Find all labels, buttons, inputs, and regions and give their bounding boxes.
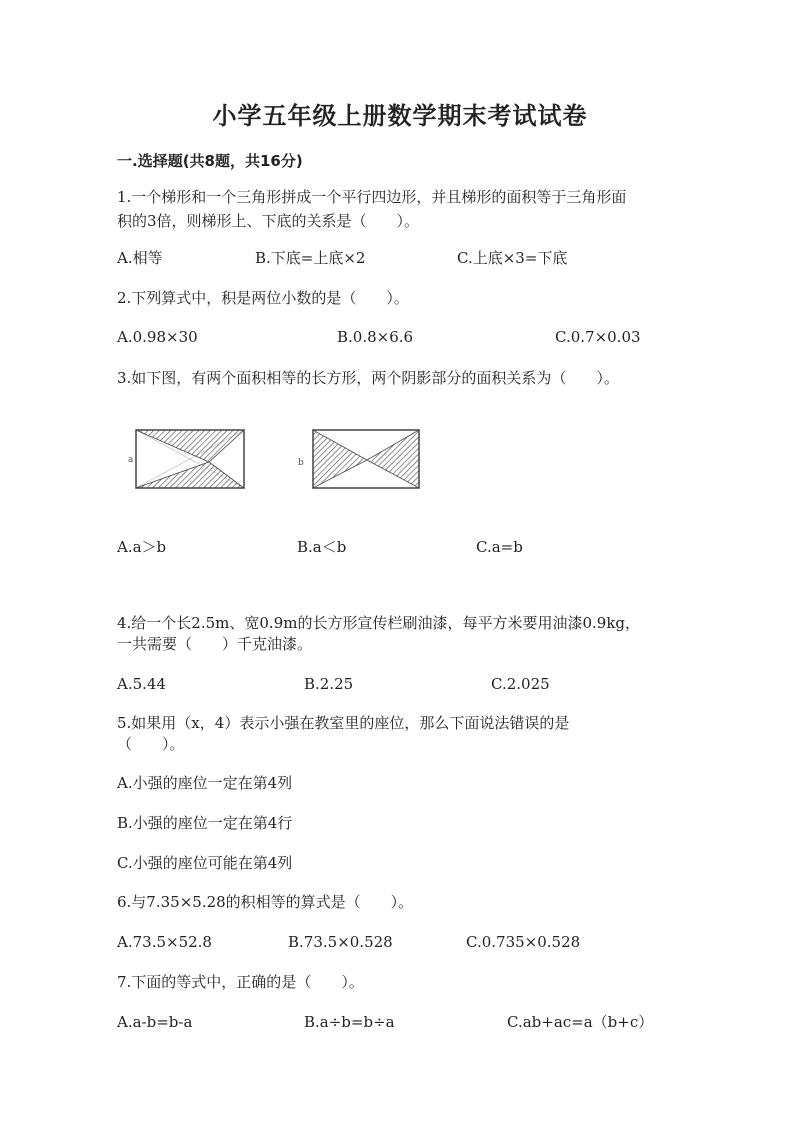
question-1-line-1: 1.一个梯形和一个三角形拼成一个平行四边形，并且梯形的面积等于三角形面 [117, 188, 627, 206]
question-5-option-b[interactable]: B.小强的座位一定在第4行 [117, 814, 293, 832]
question-5-option-c[interactable]: C.小强的座位可能在第4列 [117, 854, 293, 872]
question-7-option-b[interactable]: B.a÷b=b÷a [304, 1013, 395, 1031]
question-1-line-2: 积的3倍，则梯形上、下底的关系是（ ）。 [117, 212, 420, 230]
question-6-line-1: 6.与7.35×5.28的积相等的算式是（ ）。 [117, 893, 414, 911]
question-1-option-c[interactable]: C.上底×3=下底 [457, 249, 568, 267]
rectangle-figure-b [305, 420, 435, 496]
question-6-option-b[interactable]: B.73.5×0.528 [288, 933, 393, 951]
question-5-line-2: （ ）。 [117, 735, 185, 753]
question-6-option-c[interactable]: C.0.735×0.528 [466, 933, 581, 951]
question-7-line-1: 7.下面的等式中，正确的是（ ）。 [117, 973, 364, 991]
question-7-option-c[interactable]: C.ab+ac=a（b+c） [507, 1013, 654, 1031]
rectangle-figure-a [124, 420, 254, 496]
figure-label-a: a [128, 455, 134, 465]
question-1-option-a[interactable]: A.相等 [117, 249, 163, 267]
question-2-line-1: 2.下列算式中，积是两位小数的是（ ）。 [117, 289, 409, 307]
question-3-option-c[interactable]: C.a=b [476, 538, 523, 556]
question-4-line-1: 4.给一个长2.5m、宽0.9m的长方形宣传栏刷油漆，每平方米要用油漆0.9kg， [117, 614, 641, 632]
question-5-line-1: 5.如果用（x，4）表示小强在教室里的座位，那么下面说法错误的是 [117, 714, 570, 732]
question-5-option-a[interactable]: A.小强的座位一定在第4列 [117, 774, 293, 792]
page-title: 小学五年级上册数学期末考试试卷 [212, 102, 588, 130]
question-4-option-c[interactable]: C.2.025 [491, 675, 550, 693]
question-4-line-2: 一共需要（ ）千克油漆。 [117, 635, 313, 653]
question-4-option-a[interactable]: A.5.44 [117, 675, 166, 693]
question-2-option-b[interactable]: B.0.8×6.6 [337, 328, 414, 346]
section-heading: 一.选择题(共8题，共16分) [117, 152, 303, 170]
question-2-option-a[interactable]: A.0.98×30 [117, 328, 198, 346]
question-2-option-c[interactable]: C.0.7×0.03 [555, 328, 641, 346]
figure-label-b: b [298, 458, 304, 468]
question-3-line-1: 3.如下图，有两个面积相等的长方形，两个阴影部分的面积关系为（ ）。 [117, 369, 619, 387]
question-1-option-b[interactable]: B.下底=上底×2 [255, 249, 366, 267]
question-3-option-b[interactable]: B.a＜b [297, 538, 347, 556]
question-3-option-a[interactable]: A.a＞b [117, 538, 167, 556]
question-4-option-b[interactable]: B.2.25 [304, 675, 354, 693]
question-7-option-a[interactable]: A.a-b=b-a [117, 1013, 193, 1031]
question-6-option-a[interactable]: A.73.5×52.8 [117, 933, 212, 951]
